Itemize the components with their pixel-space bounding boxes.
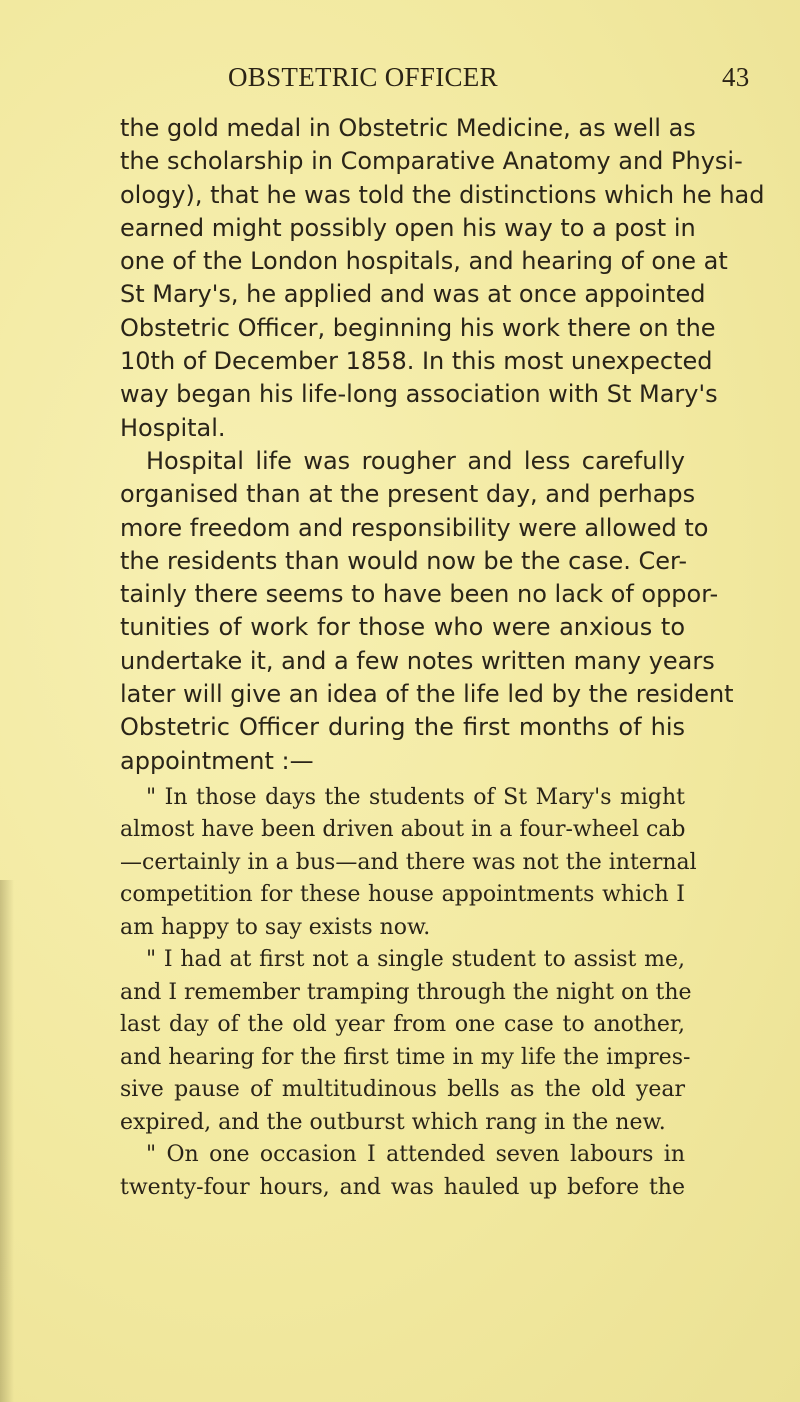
text-line: later will give an idea of the life led by the resident bbox=[120, 680, 734, 709]
text-line: one of the London hospitals, and hearing of one at bbox=[120, 247, 728, 276]
text-line: Hospital. bbox=[120, 413, 226, 442]
quote-line: expired, and the outburst which rang in the new. bbox=[120, 1109, 666, 1135]
text-line: way began his life-long association with St Mary's bbox=[120, 380, 718, 409]
body-paragraphs bbox=[120, 112, 765, 778]
text-line: earned might possibly open his way to a post in bbox=[120, 213, 696, 242]
text-line: more freedom and responsibility were allowed to bbox=[120, 513, 709, 542]
quote-line: sive pause of multitudinous bells as the old year bbox=[120, 1077, 685, 1103]
text-line: ology), that he was told the distinctions which he had bbox=[120, 180, 765, 209]
text-line: tainly there seems to have been no lack of oppor- bbox=[120, 580, 719, 609]
text-block bbox=[120, 112, 765, 1204]
quote-line: almost have been driven about in a four-wheel cab bbox=[120, 817, 686, 843]
text-line: organised than at the present day, and perhaps bbox=[120, 480, 696, 509]
quote-line: —certainly in a bus—and there was not the internal bbox=[120, 849, 697, 875]
quote-line: twenty-four hours, and was hauled up before the bbox=[120, 1174, 685, 1200]
text-line: the residents than would now be the case. Cer- bbox=[120, 546, 688, 575]
quote-line: and hearing for the first time in my life the impres- bbox=[120, 1044, 691, 1070]
text-line: Obstetric Officer, beginning his work there on the bbox=[120, 313, 716, 342]
running-title: OBSTETRIC OFFICER bbox=[228, 62, 498, 92]
quote-line: am happy to say exists now. bbox=[120, 914, 431, 940]
text-line: Hospital life was rougher and less carefully bbox=[146, 446, 685, 475]
text-line: St Mary's, he applied and was at once appointed bbox=[120, 280, 706, 309]
text-line: Obstetric Officer during the first months of his bbox=[120, 713, 685, 742]
quote-line: " I had at first not a single student to assist me, bbox=[146, 947, 685, 973]
text-line: appointment :— bbox=[120, 746, 314, 775]
running-head bbox=[0, 62, 800, 102]
page-edge-shadow bbox=[0, 880, 14, 1402]
quote-line: and I remember tramping through the night on the bbox=[120, 979, 692, 1005]
text-line: the gold medal in Obstetric Medicine, as well as bbox=[120, 114, 696, 142]
quoted-notes bbox=[120, 782, 697, 1205]
text-line: 10th of December 1858. In this most unexpected bbox=[120, 347, 713, 376]
quote-line: " In those days the students of St Mary's might bbox=[146, 784, 685, 810]
text-line: undertake it, and a few notes written many years bbox=[120, 646, 715, 675]
text-line: tunities of work for those who were anxious to bbox=[120, 613, 685, 642]
quote-line: " On one occasion I attended seven labours in bbox=[146, 1142, 685, 1168]
page-number: 43 bbox=[722, 62, 750, 92]
quote-line: competition for these house appointments which I bbox=[120, 882, 685, 908]
quote-line: last day of the old year from one case to another, bbox=[120, 1012, 685, 1038]
text-line: the scholarship in Comparative Anatomy and Physi- bbox=[120, 147, 743, 176]
